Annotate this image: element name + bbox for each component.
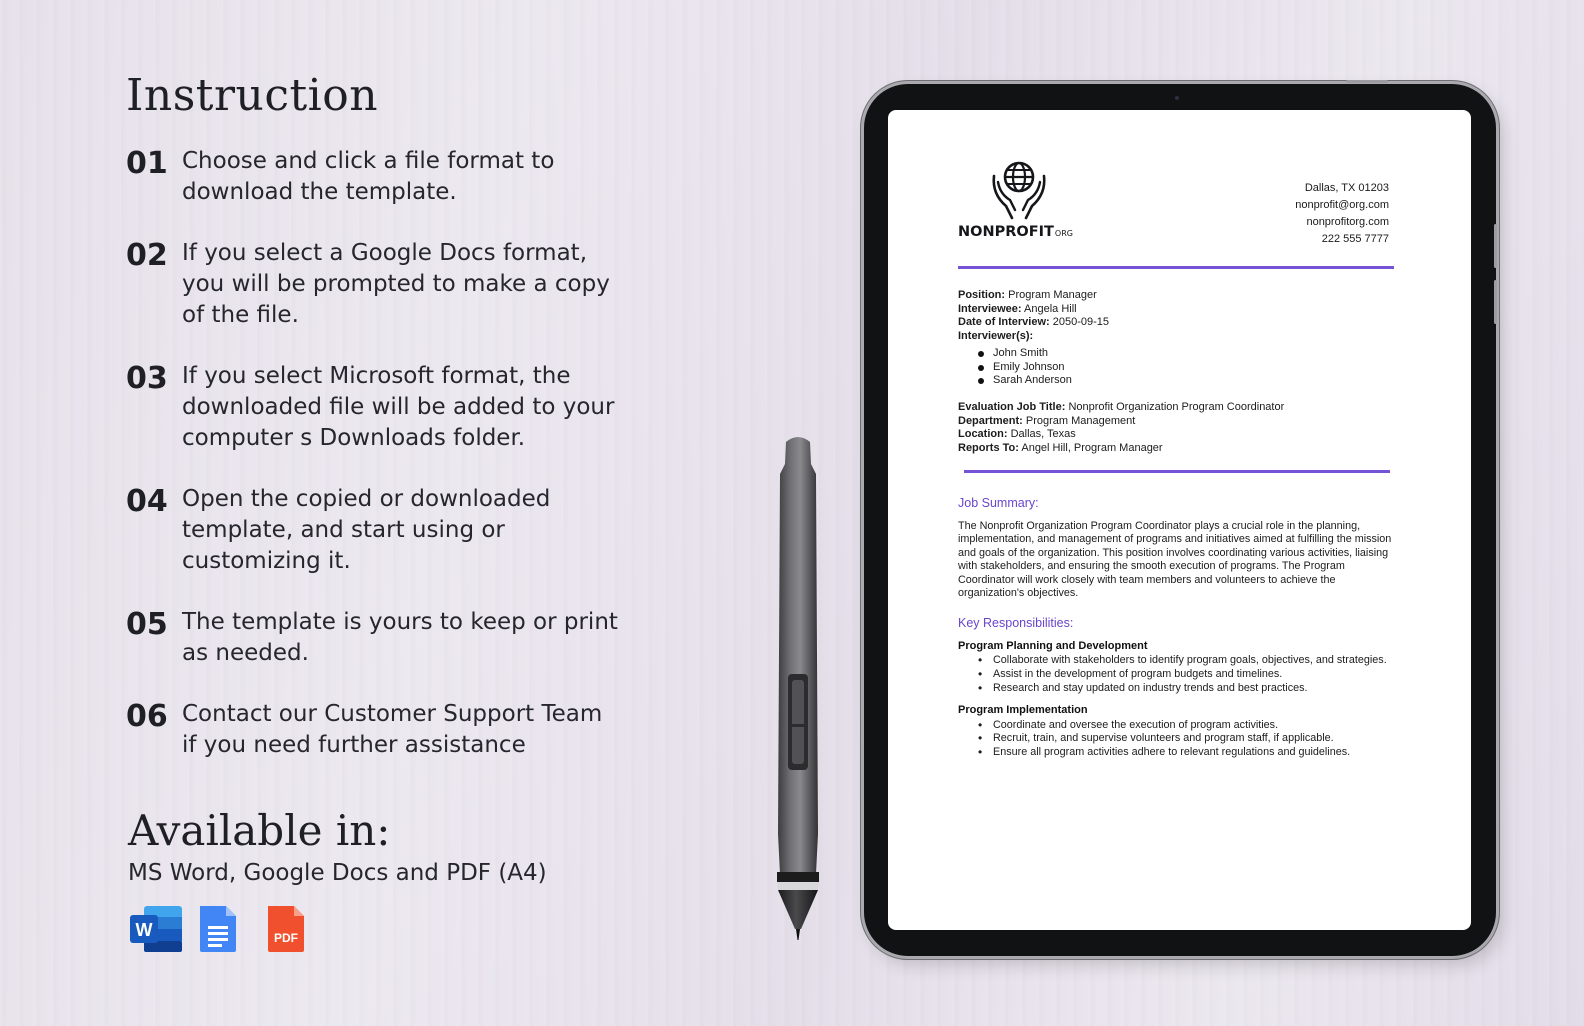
job-info	[958, 401, 1284, 455]
reports-to-row: Reports To: Angel Hill, Program Manager	[958, 441, 1163, 454]
instruction-title: Instruction	[126, 70, 379, 121]
google-docs-icon[interactable]	[196, 904, 252, 954]
list-item: • Coordinate and oversee the execution of program activities.	[978, 719, 1398, 733]
list-item: • Assist in the development of program budgets and timelines.	[978, 668, 1398, 682]
interview-info	[958, 289, 1109, 388]
instruction-steps	[126, 146, 626, 791]
tablet-camera	[1175, 96, 1179, 100]
org-logo	[958, 160, 1088, 240]
group-heading: Program Planning and Development	[958, 640, 1148, 652]
word-letter: W	[135, 920, 153, 940]
step-number: 03	[126, 361, 168, 396]
tablet-top-button	[1346, 80, 1388, 83]
location-row: Location: Dallas, Texas	[958, 428, 1076, 440]
format-icons	[128, 904, 320, 954]
step-text: Open the copied or downloaded template, and start using or customizing it.	[182, 486, 551, 574]
interviewee-row: Interviewee: Angela Hill	[958, 302, 1077, 315]
interviewers-label: Interviewer(s):	[958, 329, 1034, 342]
instruction-step-2	[126, 238, 626, 331]
document-page	[888, 110, 1471, 930]
list-item: • Collaborate with stakeholders to identify program goals, objectives, and strategies.	[978, 654, 1398, 668]
header-divider	[958, 266, 1394, 269]
job-summary-heading: Job Summary:	[958, 496, 1039, 510]
instruction-step-4	[126, 484, 626, 577]
date-row: Date of Interview: 2050-09-15	[958, 316, 1110, 328]
group-heading: Program Implementation	[958, 704, 1088, 717]
group-items	[978, 654, 1398, 695]
list-item: John Smith	[978, 347, 1109, 361]
stylus-pen-image	[770, 434, 826, 944]
department-row: Department: Program Management	[958, 414, 1136, 427]
list-item: • Ensure all program activities adhere to relevant regulations and guidelines.	[978, 746, 1398, 760]
step-text: Contact our Customer Support Team if you need further assistance	[182, 701, 603, 758]
step-number: 02	[126, 238, 168, 273]
pdf-label: PDF	[274, 931, 298, 945]
pdf-icon[interactable]	[264, 904, 320, 954]
instruction-step-5	[126, 607, 626, 669]
tablet-volume-down-button	[1494, 280, 1497, 324]
responsibility-group	[958, 640, 1398, 695]
step-number: 06	[126, 699, 168, 734]
step-text: The template is yours to keep or print as needed.	[182, 609, 618, 666]
interviewers-list	[978, 347, 1109, 388]
available-in-title: Available in:	[128, 806, 391, 855]
org-suffix: ORG	[1054, 229, 1073, 238]
instruction-step-6	[126, 699, 626, 761]
list-item: • Recruit, train, and supervise volunteers and program staff, if applicable.	[978, 732, 1398, 746]
instruction-step-3	[126, 361, 626, 454]
globe-hands-icon	[988, 160, 1050, 222]
responsibility-group	[958, 704, 1398, 759]
position-row: Position: Program Manager	[958, 289, 1097, 301]
list-item: • Research and stay updated on industry trends and best practices.	[978, 682, 1398, 696]
org-name: NONPROFITORG	[958, 224, 1073, 240]
step-text: Choose and click a file format to download the template.	[182, 148, 555, 205]
step-text: If you select Microsoft format, the downloaded file will be added to your computer s Downloads folder.	[182, 363, 615, 451]
ms-word-icon[interactable]	[128, 904, 184, 954]
contact-phone: 222 555 7777	[1321, 233, 1389, 245]
group-items	[978, 719, 1398, 760]
contact-email: nonprofit@org.com	[1295, 199, 1389, 211]
instruction-step-1	[126, 146, 626, 208]
tablet-device	[864, 84, 1496, 956]
job-summary-text: The Nonprofit Organization Program Coordinator plays a crucial role in the planning, implementation, and management of programs and initiatives aimed at fulfilling the mission and goals of the organization. This position involves coordinating various activities, liaising with stakeholders, and ensuring the smooth execution of programs. The Program Coordinator will work closely with team members and volunteers to achieve the organization's objectives.	[958, 520, 1392, 600]
tablet-volume-up-button	[1494, 224, 1497, 268]
job-title-row: Evaluation Job Title: Nonprofit Organization Program Coordinator	[958, 401, 1285, 413]
contact-block	[1295, 180, 1389, 248]
available-formats-text: MS Word, Google Docs and PDF (A4)	[128, 860, 547, 886]
step-number: 05	[126, 607, 168, 642]
list-item: Sarah Anderson	[978, 374, 1109, 388]
step-number: 04	[126, 484, 168, 519]
contact-website: nonprofitorg.com	[1306, 216, 1389, 228]
responsibilities-block	[958, 640, 1398, 759]
list-item: Emily Johnson	[978, 361, 1109, 375]
section-divider	[964, 470, 1390, 473]
step-number: 01	[126, 146, 168, 181]
step-text: If you select a Google Docs format, you will be prompted to make a copy of the file.	[182, 240, 610, 328]
key-responsibilities-heading: Key Responsibilities:	[958, 616, 1074, 630]
contact-address: Dallas, TX 01203	[1304, 182, 1389, 194]
